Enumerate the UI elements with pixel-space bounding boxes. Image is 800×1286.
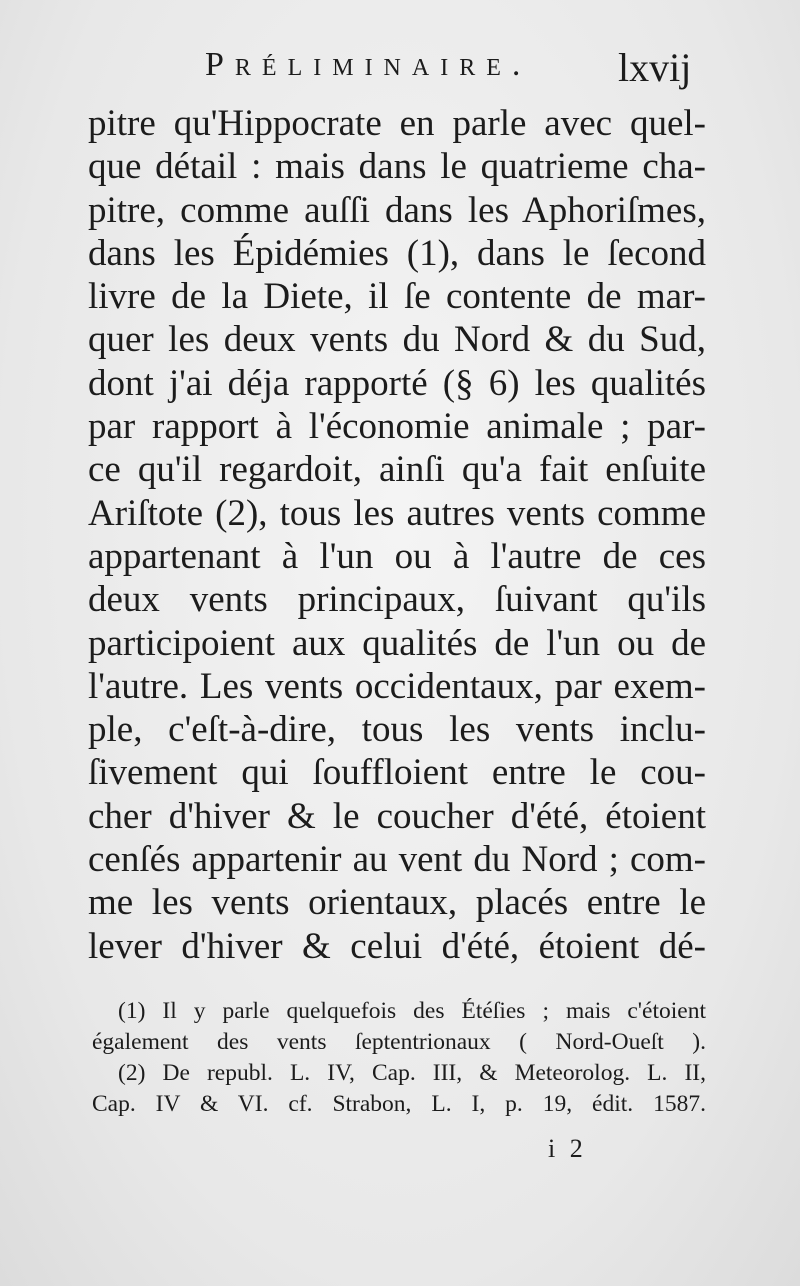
text-line: me les vents orientaux, placés entre le [88, 882, 706, 924]
text-line: l'autre. Les vents occidentaux, par exem- [88, 665, 706, 707]
text-line: dans les Épidémies (1), dans le ſecond [88, 232, 706, 274]
text-line: cenſés appartenir au vent du Nord ; com- [88, 839, 706, 881]
text-line: quer les deux vents du Nord & du Sud, [88, 319, 706, 361]
text-line: appartenant à l'un ou à l'autre de ces [88, 535, 706, 577]
text-line: par rapport à l'économie animale ; par- [88, 406, 706, 448]
main-text [88, 102, 706, 968]
footnote-1-line-1: (1) Il y parle quelquefois des Étéſies ; mais c'étoient [118, 998, 706, 1024]
text-line: que détail : mais dans le quatrieme cha- [88, 146, 706, 188]
text-line: Ariſtote (2), tous les autres vents comme [88, 492, 706, 534]
footnote-2-line-1: (2) De republ. L. IV, Cap. III, & Meteorolog. L. II, [118, 1060, 706, 1086]
text-line: livre de la Diete, il ſe contente de mar- [88, 276, 706, 318]
text-line: lever d'hiver & celui d'été, étoient dé- [88, 925, 706, 967]
text-line: deux vents principaux, ſuivant qu'ils [88, 579, 706, 621]
text-line: ple, c'eſt-à-dire, tous les vents inclu- [88, 709, 706, 751]
text-line: cher d'hiver & le coucher d'été, étoient [88, 795, 706, 837]
text-line: dont j'ai déja rapporté (§ 6) les qualités [88, 362, 706, 404]
footnote-1-line-2: également des vents ſeptentrionaux ( Nord-Oueſt ). [92, 1029, 706, 1055]
text-line: participoient aux qualités de l'un ou de [88, 622, 706, 664]
text-line: pitre, comme auſſi dans les Aphoriſmes, [88, 189, 706, 231]
page-header [0, 44, 800, 98]
footnotes [92, 996, 706, 1120]
text-line: ce qu'il regardoit, ainſi qu'a fait enſuite [88, 449, 706, 491]
page-number: lxvij [618, 45, 692, 90]
text-line: pitre qu'Hippocrate en parle avec quel- [88, 103, 706, 144]
text-line: ſivement qui ſouffloient entre le cou- [88, 752, 706, 794]
footnote-2-line-2: Cap. IV & VI. cf. Strabon, L. I, p. 19, édit. 1587. [92, 1091, 706, 1117]
signature-mark: i 2 [548, 1134, 587, 1163]
running-title: Préliminaire. [205, 46, 532, 83]
